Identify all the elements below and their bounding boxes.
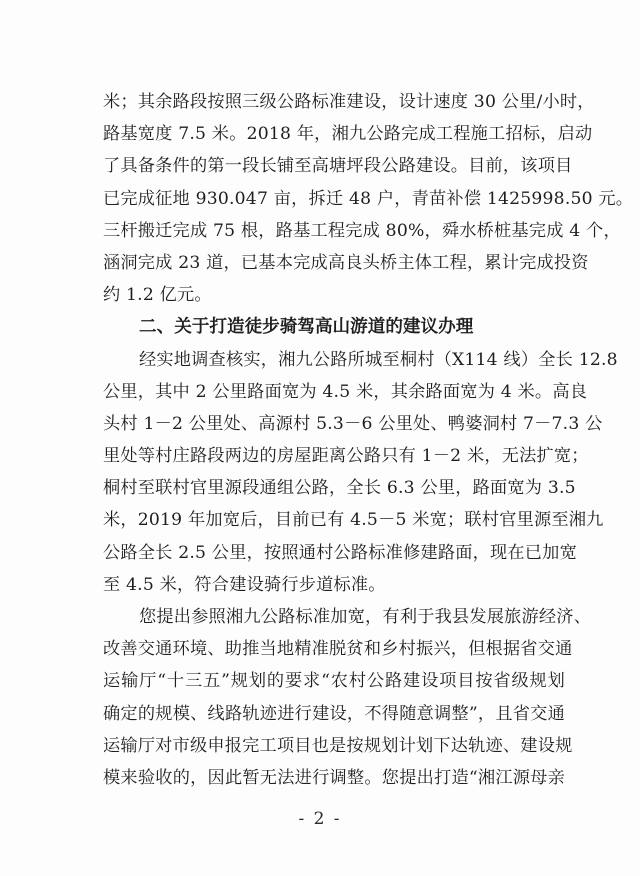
- paragraph-1: [103, 86, 634, 311]
- text-line: 经实地调查核实，湘九公路所城至桐村（X114 线）全长 12.8: [139, 349, 618, 370]
- document-body: [103, 86, 634, 794]
- page-number: - 2 -: [298, 809, 342, 829]
- text-line: 米；其余路段按照三级公路标准建设，设计速度 30 公里/小时，: [103, 92, 595, 112]
- text-line: 至 4.5 米，符合建设骑行步道标准。: [103, 574, 386, 595]
- text-line: 确定的规模、线路轨迹进行建设，不得随意调整”，且省交通: [103, 703, 565, 724]
- text-line: 改善交通环境、助推当地精准脱贫和乡村振兴，但根据省交通: [103, 639, 573, 660]
- text-line: 涵洞完成 23 道，已基本完成高良头桥主体工程，累计完成投资: [103, 252, 589, 273]
- paragraph-2: [103, 344, 618, 602]
- text-line: 三杆搬迁完成 75 根，路基工程完成 80%，舜水桥桩基完成 4 个，: [103, 220, 621, 241]
- text-line: 运输厅对市级申报完工项目也是按规划计划下达轨迹、建设规: [103, 735, 573, 756]
- text-line: 运输厅“十三五”规划的要求“农村公路建设项目按省级规划: [103, 671, 565, 692]
- text-line: 头村 1－2 公里处、高源村 5.3－6 公里处、鸭婆洞村 7－7.3 公: [103, 413, 603, 434]
- text-line: 已完成征地 930.047 亩，拆迁 48 户，青苗补偿 1425998.50 元。: [103, 188, 634, 209]
- text-line: 您提出参照湘九公路标准加宽，有利于我县发展旅游经济、: [139, 607, 592, 627]
- text-line: 里处等村庄路段两边的房屋距离公路只有 1－2 米，无法扩宽；: [103, 446, 589, 467]
- text-line: 公路全长 2.5 公里，按照通村公路标准修建路面，现在已加宽: [103, 542, 577, 563]
- paragraph-3: [103, 601, 592, 794]
- text-line: 路基宽度 7.5 米。2018 年，湘九公路完成工程施工招标，启动: [103, 124, 593, 145]
- text-line: 模来验收的，因此暂无法进行调整。您提出打造“湘江源母亲: [103, 767, 565, 788]
- text-line: 米，2019 年加宽后，目前已有 4.5－5 米宽；联村官里源至湘九: [103, 510, 604, 531]
- section-heading: 二、关于打造徒步骑驾高山游道的建议办理: [139, 317, 474, 338]
- text-line: 桐村至联村官里源段通组公路，全长 6.3 公里，路面宽为 3.5: [103, 478, 576, 499]
- text-line: 约 1.2 亿元。: [103, 285, 212, 306]
- text-line: 了具备条件的第一段长铺至高塘坪段公路建设。目前，该项目: [103, 156, 573, 177]
- text-line: 公里，其中 2 公里路面宽为 4.5 米，其余路面宽为 4 米。高良: [103, 381, 588, 402]
